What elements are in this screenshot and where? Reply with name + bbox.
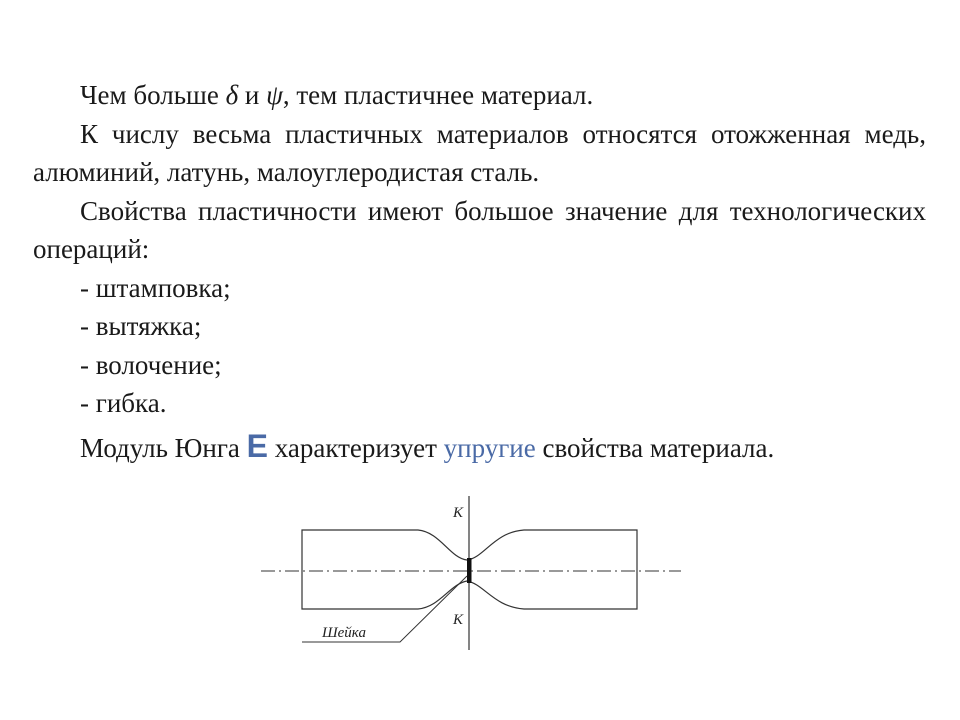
list-item-wire-drawing: - волочение; bbox=[80, 349, 222, 380]
necking-specimen-diagram bbox=[255, 490, 685, 655]
list-item-bending: - гибка. bbox=[80, 388, 167, 418]
delta-symbol: δ bbox=[225, 80, 239, 110]
p1-text-before: Чем больше bbox=[80, 80, 226, 110]
young-text-after: свойства материала. bbox=[535, 432, 775, 463]
young-text-mid: характеризует bbox=[268, 432, 444, 463]
paragraph-technological-operations: Свойства пластичности имеют большое значение для технологических операций: bbox=[33, 195, 926, 264]
paragraph-plasticity bbox=[33, 76, 926, 115]
text-block bbox=[33, 76, 926, 467]
section-label-top: К bbox=[453, 505, 463, 521]
elastic-highlight: упругие bbox=[443, 432, 536, 463]
section-label-bottom: К bbox=[453, 612, 463, 628]
p1-text-after: , тем пластичнее материал. bbox=[282, 80, 594, 110]
neck-section-mark bbox=[467, 558, 472, 583]
paragraph-plastic-materials: К числу весьма пластичных материалов относятся отожженная медь, алюминий, латунь, малоуглеродистая сталь. bbox=[33, 118, 926, 187]
young-modulus-symbol: E bbox=[246, 427, 268, 464]
paragraph-young-modulus bbox=[33, 427, 926, 468]
p1-text-and: и bbox=[238, 80, 267, 110]
neck-label: Шейка bbox=[322, 625, 366, 641]
list-item-drawing: - вытяжка; bbox=[80, 311, 202, 341]
young-text-before: Модуль Юнга bbox=[80, 432, 247, 463]
list-item-stamping: - штамповка; bbox=[80, 272, 231, 303]
psi-symbol: ψ bbox=[266, 80, 283, 110]
